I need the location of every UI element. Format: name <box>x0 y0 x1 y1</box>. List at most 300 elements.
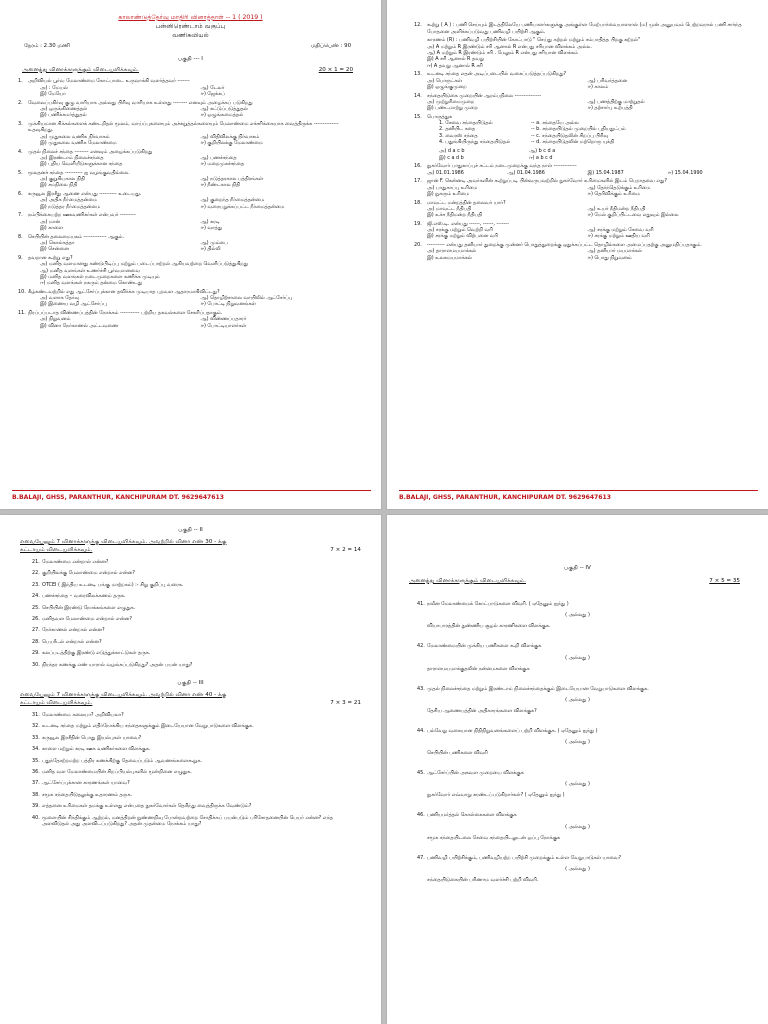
question <box>387 178 768 184</box>
question-text: கீழ்கண்டவற்றில் எது ஆட்சேர்ப்புக்கான தவிர்க்க முடியாத புறவள ஆதாரமாகிவிட்டது? <box>28 288 220 295</box>
question-block <box>387 643 768 671</box>
answer-option: ஆ) பணச்சந்தை <box>200 154 237 161</box>
question-number: 14. <box>414 92 422 99</box>
question-number: 8. <box>18 233 23 240</box>
question-text: பணிவழி பயிற்சிக்கும், பணிவழியற்ற பயிற்சி முறைக்கும் உள்ள வேறுபாடுகள் யாவை? <box>427 854 622 861</box>
question-list <box>387 22 768 120</box>
question-text: மனிதவள மேலாண்மை என்றால் என்ன? <box>42 616 132 623</box>
answer-option: ஈ) மேல் குறிப்பிட்டவை எதுவும் இல்லை <box>587 212 679 219</box>
answer-option: ஈ) பொது நிறுவனம் <box>587 254 632 261</box>
answer-option: அ) 01.01.1986 <box>427 169 464 176</box>
time-label: நேரம் : 2.30 மணி <box>24 43 70 49</box>
exam-meta <box>0 40 381 50</box>
part2-instruction <box>0 538 381 554</box>
answer-option: அ) ஒருங்கிணைத்தல் <box>40 105 88 112</box>
answer-options <box>387 78 768 91</box>
question <box>0 769 381 775</box>
answer-option: ஈ) வாத்து <box>200 224 223 231</box>
question-number: 21. <box>32 559 40 566</box>
answer-option: ஆ) தனியார் மயமாக்கல் <box>587 248 642 255</box>
answer-option: அ) : மேயல் <box>40 84 68 91</box>
answer-option: இ) புதிய வெளியீடுகளுக்கான சந்தை <box>40 161 123 168</box>
page-2 <box>387 0 768 509</box>
question-text: ஆட்சேர்ப்புக்கான காரணங்கள் யாவை? <box>42 780 130 787</box>
question <box>0 792 381 798</box>
answer-options <box>0 197 381 210</box>
answer-option: ஆ) விண்ணப்பதாரர் <box>200 316 247 323</box>
question-number: 27. <box>32 627 40 634</box>
question-number: 25. <box>32 604 40 611</box>
question-number: 12. <box>414 22 422 29</box>
question-number: 31. <box>32 712 40 718</box>
question <box>387 242 768 248</box>
question <box>387 686 768 692</box>
question-text: முதல் நிலைச்சந்தை மற்றும் இரண்டாம் நிலைச்சந்தைக்கும் இடையேயான வேறுபாடுகளை விளக்குக. <box>427 685 649 692</box>
match-codes <box>387 148 768 161</box>
match-right: -- b. சந்தையிடுதல் முறையில் புதியதுட்பம் <box>531 126 626 133</box>
alternate-question: தேசிய ஆணையத்தின் அதிகாரங்களை விளக்குக? <box>427 707 537 714</box>
question-block <box>387 855 768 883</box>
or-separator: ( அல்லது ) <box>565 612 590 619</box>
answer-option: ஈ) சரக்கு மற்றும் ஊதிய வரி <box>587 233 650 240</box>
question-text: மாவட்ட மன்றத்தின் தலைவர் யார்? <box>427 199 506 206</box>
match-left: 3. வைரஸ் சந்தை <box>439 132 478 139</box>
question-text: நம்பிக்கையற்ற ஊகவணிகர்கள் என்பவர் --------- <box>28 212 136 219</box>
question-text: பதுந்தோற்றமற்ற பத்திர கணக்கிற்கு தேவைப்படும் ஆவணங்களைகூறுக. <box>42 757 202 764</box>
question-list-2 <box>387 163 768 261</box>
question-text: முக்கியமான சிக்கல்களைக் கண்டறிதல் மூலம், வாய்ப்புகளையும் அச்சுறுத்தல்களையும் மேலாண்மை எச்சரிக்கையாக வைத்திருக்க -------------- உதவுகிறது. <box>28 120 339 134</box>
question <box>387 812 768 818</box>
question-number: 26. <box>32 616 40 623</box>
question-text: உடனடி சந்தை மற்றும் எதிர்நோக்கிய சந்தைகளுக்கும் இடையேயான வேறுபாடுகளை விளக்குக. <box>42 723 254 730</box>
marks-label: மதிப்பெண் : 90 <box>311 43 351 49</box>
part3-instruction-line2: கட்டாயம் விடையளிக்கவும். <box>20 699 93 706</box>
question-block <box>387 728 768 756</box>
question <box>0 310 381 316</box>
part4-instruction <box>387 572 768 587</box>
alternate-question: சந்தையிடுகையின் பரிணாம வளர்ச்சி பற்றி விவரி. <box>427 877 539 884</box>
question <box>387 770 768 776</box>
match-code-row <box>439 155 768 161</box>
part2-instruction-line1: எவையேனும் 7 வினாக்களுக்கு விடையளிக்கவும். அவற்றில் வினா எண் 30 - க்கு <box>20 539 227 545</box>
question-text: நிரப்பப்படாத விண்ணப்பத்தின் நோக்கம் ----------- பற்றிய தகவல்களை சேகரிப்பதாகும். <box>28 310 223 317</box>
answer-option: ஆ) தொழிற்சாலை வாயிலில் ஆட்சேர்ப்பு <box>200 295 293 302</box>
page-3 <box>0 515 381 1024</box>
match-code: இ) c a d b <box>439 154 464 161</box>
instruction-marks: 20 × 1 = 20 <box>318 67 353 73</box>
answer-option: ஆ) 01.04.1986 <box>507 169 545 176</box>
question-number: 7. <box>18 212 23 219</box>
answer-option: ஆ) குறைந்த நீர்மைத்தன்மை <box>200 197 265 204</box>
answer-options <box>0 85 381 98</box>
match-code: அ) d a c b <box>439 148 465 155</box>
part3-marks: 7 × 3 = 21 <box>330 699 361 706</box>
question <box>387 855 768 861</box>
question-text: பொருத்துக <box>427 113 453 120</box>
question-text: மனித வள மேலாண்மையின் சிறப்பியல்புகளில் மூன்றினை எழுதுக. <box>42 768 192 775</box>
answer-option: இ) இணைய வழி ஆட்சேர்ப்பு <box>40 301 107 308</box>
question-number: 46. <box>417 812 425 819</box>
answer-options <box>387 248 768 261</box>
question <box>0 735 381 741</box>
answer-option: ஆ) டேலர் <box>200 84 225 91</box>
answer-option: அ) A மற்றும் R இரண்டும் சரி ஆனால் R என்பது சரியான விளக்கம் அல்ல. <box>427 43 592 50</box>
answer-option: ஈ) தில்லி <box>200 246 221 253</box>
question-number: 24. <box>32 593 40 600</box>
question-number: 42. <box>417 643 425 650</box>
answer-option: அ) சரக்கு மற்றும் வெற்றி வரி <box>427 227 493 234</box>
alternate-question: தாராளமயமாக்குதலின் நன்மைகளை விளக்குக <box>427 665 530 672</box>
answer-option: ஆ) பரிவர்த்தனை <box>587 77 628 84</box>
question-block <box>387 812 768 840</box>
page-1 <box>0 0 381 509</box>
question-text: பல்வேறு வகையான நிதிநிறுவனங்களைப் பற்றி விளக்குக. ( ஏதேனும் ஐந்து ) <box>427 727 598 734</box>
answer-option: அ) முதுகலை வணிக நிர்வாகம் <box>40 133 110 140</box>
answer-option: இ) மனித வளங்கள் நடைமுறைகளை கணிக்க முடியும் <box>40 273 160 280</box>
question <box>0 570 381 576</box>
question-text: கருவூல இரசீதின் பொது இயல்புகள் யாவை? <box>42 734 142 741</box>
question-number: 33. <box>32 734 40 741</box>
answer-options <box>0 134 381 147</box>
question-text: பணியமர்த்தல் கொள்கைகளை விளக்குக <box>427 812 517 819</box>
answer-option: ஈ) A தவறு ஆனால் R சரி <box>427 62 483 69</box>
question-number: 13. <box>414 71 422 78</box>
question-number: 32. <box>32 723 40 730</box>
answer-option: இ) சமநிலை நிதி <box>40 182 78 189</box>
question <box>0 639 381 645</box>
question-text: நிரந்தர கணக்கு எண் யாரால் வழங்கப்படுகிறது? அதன் பயன் யாது? <box>42 661 193 668</box>
question <box>0 605 381 611</box>
answer-option: இ) 15.04.1987 <box>587 169 624 176</box>
question <box>387 71 768 77</box>
part4-heading: பகுதி -- IV <box>564 565 591 571</box>
answer-option: இ) பணிக்கமர்த்துதல் <box>40 112 87 119</box>
answer-option: ஈ) தற்சார்பு உற்பத்தி <box>587 105 633 112</box>
question <box>387 93 768 99</box>
question <box>0 650 381 656</box>
question-list <box>0 78 381 329</box>
question <box>0 149 381 155</box>
page-footer: B.BALAJI, GHSS, PARANTHUR, KANCHIPURAM DT. 9629647613 <box>399 490 758 501</box>
answer-option: ஈ) போட்டி நிறுவனங்கள் <box>200 301 256 308</box>
alternate-question: வியாபாரத்தின் நுண்ணிய சூழல் காரணிகளை விளக்குக. <box>427 623 551 630</box>
question-text: கலப்படத்திற்கு இரண்டு எடுத்துக்காட்டுகள் தருக. <box>42 650 151 657</box>
part3-questions <box>0 712 381 827</box>
question-text: காளை மற்றும் கரடி ஊக வணிகர்களை விளக்குக. <box>42 746 151 753</box>
question <box>0 582 381 588</box>
question-text: மேலாண்மை என்றால் என்ன? <box>42 559 109 566</box>
answer-option: இ) வினா நேர்காணல் அட்டவணை <box>40 322 119 329</box>
question-number: 38. <box>32 791 40 798</box>
answer-option: ஈ) ஒழுங்கமைத்தல் <box>200 112 244 119</box>
question <box>0 78 381 84</box>
question <box>0 100 381 106</box>
answer-option: இ) A சரி ஆனால் R தவறு <box>427 56 484 63</box>
question-number: 15. <box>414 113 422 120</box>
question-number: 37. <box>32 780 40 787</box>
question-text: உடனடி சந்தை எதன் அடிப்படையில் வகைப்படுத்தப்படுகிறது? <box>427 71 567 78</box>
question-number: 16. <box>414 163 422 170</box>
question <box>387 200 768 206</box>
match-right: -- c. சந்தையிடுதலின் சிறப்பு பிரிவு <box>531 132 609 139</box>
answer-option: அ) நிறுவனம் <box>40 316 71 323</box>
answer-option: ஆ) மனித வளங்கள் உணர்ச்சி பூர்வமானவை <box>40 267 140 274</box>
question-text: செபியின் இரண்டு நோக்கங்களை எழுதுக. <box>42 604 136 611</box>
answer-options <box>387 170 768 176</box>
question <box>387 728 768 734</box>
question <box>0 593 381 599</box>
question-block <box>387 770 768 798</box>
question-text: காரணம் (R) : பணிவழி பயிற்சியின் கோட்பாடு " செய்து கற்றல் மற்றும் சம்பாதித்த பிறகு கற்றல்" <box>427 37 641 44</box>
answer-option: ஆ) கரடி <box>200 218 220 225</box>
answer-option: இ) நுகரும் உரிமை <box>427 190 470 197</box>
answer-option: ஈ) தெரிவிக்கும் உரிமை <box>587 190 640 197</box>
answer-options <box>387 185 768 198</box>
question-text: OTCEI ( இந்திய உடனடி பங்கு மாற்றகம்) :- சிறு குறிப்பு வரைக. <box>42 581 184 588</box>
question-number: 30. <box>32 661 40 668</box>
question <box>0 191 381 197</box>
question-text: அறிவியல் பூர்வ மேலாண்மை கோட்பாடை உருவாக்கி வளர்த்தவர் ------- <box>28 78 190 85</box>
question-text: மூளையின் சிந்திக்கும் ஆற்றல், மனத்திறன் நுண்ணறிவு போன்றவற்றை சோதிக்கப் பயன்படும் பரிசோதனையின் பெயர் என்ன? எந்த அளவிடுதல் அது அளவிடப்படுகிறது? அதன் முதன்மை நோக்கம் யாது? <box>42 814 333 827</box>
or-separator: ( அல்லது ) <box>565 739 590 746</box>
answer-option: இ) மேயோ <box>40 90 66 97</box>
question-number: 23. <box>32 581 40 588</box>
answer-options <box>387 227 768 240</box>
question <box>0 170 381 176</box>
answer-option: ஈ) மறைமுகச்சந்தை <box>200 161 245 168</box>
question <box>387 643 768 649</box>
answer-option: இ) காளை <box>40 224 63 231</box>
question-text: ---------- என்பது தனியார் துறைக்கு முன்னர் பொதுத்துறைக்கு ஒதுக்கப்பட்ட தொழில்களை அமைப்பதற்கு அனுமதிப்பதாகும். <box>427 242 702 249</box>
match-right: -- d. சந்தையிடுதலின் மற்றொரு யுக்தி <box>531 139 615 145</box>
question <box>0 723 381 729</box>
part4-questions <box>387 601 768 883</box>
question <box>0 815 381 828</box>
question-number: 40. <box>32 814 40 821</box>
question-number: 43. <box>417 685 425 692</box>
exam-title: காலாண்டுத்தேர்வு மாதிரி வினாத்தாள் -- 1 ( 2019 ) <box>118 14 263 21</box>
answer-options <box>0 176 381 189</box>
subject-label: வணிகவியல் <box>172 32 209 39</box>
answer-option: அ) அதிக நீர்மைத்தன்மை <box>40 197 97 204</box>
answer-option: ஆ) உயர் நீதிமன்ற நீதிபதி <box>587 205 646 212</box>
answer-option: ஆ) மும்பை <box>200 239 228 246</box>
question-text: குறியிலக்கு மேலாண்மை என்றால் என்ன? <box>42 570 135 577</box>
answer-option: அ) முற்றுரிமைமுறை <box>427 98 475 105</box>
question <box>0 255 381 261</box>
question-text: மேலாண்மையின் முக்கிய பணிகளை கூறி விளக்குக <box>427 643 542 650</box>
instruction-text: அனைத்து வினாக்களுக்கும் விடையளிக்கவும். <box>22 67 139 73</box>
question-text: சந்தையிடுகை முறையின் ஆரம்பநிலை --------------- <box>427 92 542 99</box>
question-number: 22. <box>32 570 40 577</box>
question-number: 19. <box>414 220 422 227</box>
question-text: நுகர்வோர் பாதுகாப்புச் சட்டம் நடைமுறைக்கு வந்த நாள் ------------- <box>427 163 577 170</box>
question-text: வேலைப்பகிர்வு குழு வாரியாக அல்லது பிரிவு வாரியாக உள்ளது -------- எனவும் அழைக்கப் படுகிறது <box>28 99 253 106</box>
question-number: 1. <box>18 78 23 85</box>
answer-option: ஈ) நீண்டகால நிதி <box>200 182 241 189</box>
question-text: முதல் நிலைச் சந்தை -------- எனவும் அழைக்கப்படுகிறது <box>28 148 153 155</box>
match-left: 1. சேவை சந்தையிடுதல் <box>439 120 493 127</box>
question <box>387 221 768 227</box>
match-code: ஆ) b c d a <box>529 148 556 155</box>
question <box>0 712 381 718</box>
question-text: பெயரீடல் என்றால் என்ன? <box>42 638 102 645</box>
answer-option: அ) வளாக தேர்வு <box>40 295 80 302</box>
answer-option: அ) பொருட்கள் <box>427 77 462 84</box>
answer-options <box>0 155 381 168</box>
match-table <box>387 120 768 145</box>
answer-option: ஆ) தேர்ந்தெடுக்கும் உரிமை <box>587 184 651 191</box>
question-number: 6. <box>18 191 23 198</box>
answer-option: அ) பாதுகாப்பு உரிமை <box>427 184 478 191</box>
question-text: ஆட்சேர்ப்பின் அகவள முறையை விளக்குக <box>427 770 524 777</box>
alternate-question: நுகர்வோர் எவ்வாறு சுரண்டப்படுகிறார்கள்? ( ஏதேனும் ஐந்து ) <box>427 792 565 799</box>
instruction <box>0 63 381 76</box>
question-text: நவீன மேலாண்மைக் கோட்பாடுகளை விவரி. ( ஏதேனும் ஐந்து ) <box>427 601 569 607</box>
question <box>0 803 381 809</box>
answer-option: இ) பண்டமாற்று முறை <box>427 105 478 112</box>
question-text: ஜான் F. கென்னடி அவர்களின் கூற்றுப்படி பின்வருபவற்றில் நுகர்வோர் உரிமைகளில் இடம் பெறாதவை எது? <box>427 178 667 185</box>
question-text: ஜி.எஸ்.டி. என்பது ------, ------, ------- <box>427 220 509 227</box>
question-text: கருவூல இரசீது ஆணை என்பது ---------- உடையது. <box>28 191 142 198</box>
match-row <box>439 139 768 145</box>
question-block <box>387 686 768 714</box>
question <box>0 212 381 218</box>
answer-option: அ) குறுகியகால நிதி <box>40 176 85 183</box>
answer-option: ஆ) சரக்கு மற்றும் சேவை வரி <box>587 227 654 234</box>
answer-option: ஈ) ஜேக்கப் <box>200 90 225 97</box>
answer-options <box>0 219 381 232</box>
answer-option: ஈ) காலம் <box>587 83 609 90</box>
question-block <box>387 601 768 629</box>
answer-option: ஈ) மனித வளங்கள் நகரும் தன்மை கொண்டது <box>40 280 143 287</box>
question-number: 18. <box>414 199 422 206</box>
question-number: 17. <box>414 178 422 185</box>
part3-instruction <box>0 691 381 707</box>
answer-option: இ) உச்ச நீதிமன்ற நீதிபதி <box>427 212 483 219</box>
question-text: மேலாண்மை கலையா? அறிவியலா? <box>42 712 124 718</box>
question-number: 36. <box>32 768 40 775</box>
part3-heading: பகுதி -- III <box>177 679 204 686</box>
question-number: 11. <box>18 310 26 317</box>
question-number: 44. <box>417 727 425 734</box>
part2-heading: பகுதி -- II <box>178 527 203 533</box>
answer-option: இ) நடுத்தர நீர்மைத்தன்மை <box>40 203 101 210</box>
question-number: 29. <box>32 650 40 657</box>
answer-options <box>0 240 381 253</box>
question-number: 47. <box>417 854 425 861</box>
or-separator: ( அல்லது ) <box>565 823 590 830</box>
question-text: நேர்காணல் என்றால் என்ன? <box>42 627 105 634</box>
part-heading: பகுதி --- I <box>178 56 203 62</box>
question <box>387 114 768 120</box>
question-number: 35. <box>32 757 40 764</box>
answer-option: அ) இரண்டாம் நிலைச்சந்தை <box>40 154 104 161</box>
part4-instruction-text: அனைத்து வினாக்களுக்கும் விடையளிக்கவும். <box>409 578 526 584</box>
match-right: -- a. சந்தையே அல்ல <box>531 120 579 127</box>
question <box>0 616 381 622</box>
question <box>0 289 381 295</box>
answer-option: அ) மாவட்ட நீதிபதி <box>427 205 472 212</box>
answer-option: அ) கொல்கத்தா <box>40 239 75 246</box>
question-number: 4. <box>18 148 23 155</box>
page-4 <box>387 515 768 1024</box>
question <box>0 758 381 764</box>
question-text: பணச்சந்தை – வரைவிலக்கணம் தருக. <box>42 593 126 600</box>
answer-option: ஈ) போட்டியாளர்கள் <box>200 322 247 329</box>
or-separator: ( அல்லது ) <box>565 866 590 873</box>
question <box>0 627 381 633</box>
answer-options <box>387 99 768 112</box>
answer-option: ஆ) பணத்திற்கு மாற்றுதல் <box>587 98 645 105</box>
question-number: 2. <box>18 99 23 106</box>
answer-option: அ) மான் <box>40 218 61 225</box>
answer-option: ஆ) A மற்றும் R இரண்டும் சரி . மேலும் R என்பது சரியான விளக்கம் <box>427 49 578 56</box>
question-number: 45. <box>417 770 425 777</box>
or-separator: ( அல்லது ) <box>565 654 590 661</box>
answer-option: ஆ) கட்டுப்படுத்துதல் <box>200 105 248 112</box>
question-text: கூற்று ( A ) : பணி செய்யும் இடத்திலேயே பணியாளர்களுக்கு அங்குள்ள மேற்பார்வையாளரால் (ம) முன் அனுபவம் பெற்றவரால் பணி சார்ந்த போதனை அளிக்கப்படுவது பணிவழி பயிற்சி ஆகும். <box>427 22 742 35</box>
question <box>387 601 768 607</box>
answer-options <box>0 295 381 308</box>
answer-option: இ) ஒழுங்குமுறை <box>427 83 467 90</box>
question-number: 20. <box>414 242 422 249</box>
part4-marks: 7 × 5 = 35 <box>709 578 740 584</box>
answer-option: அ) தாராளமயமாக்கல் <box>427 248 477 255</box>
answer-option: ஈ) வரையறுக்கப்பட்ட நீர்மைத்தன்மை <box>200 203 285 210</box>
question <box>0 746 381 752</box>
question-number: 34. <box>32 746 40 753</box>
answer-options <box>0 316 381 329</box>
question <box>0 662 381 668</box>
question <box>0 121 381 134</box>
question <box>0 234 381 240</box>
question <box>0 780 381 786</box>
answer-options <box>387 206 768 219</box>
question <box>387 163 768 169</box>
question-text: எத்தனை உரிமைகள் தமக்கு உள்ளது என்பதை நுகர்வோர்கள் தெரிந்து வைத்திருக்க வேண்டும்? <box>42 803 252 810</box>
answer-option: அ) மனித வளமானது கண்டுபிடிப்பு மற்றும் படைப்பாற்றல் ஆகியவற்றை வெளிப்படுத்துகிறது <box>40 261 249 268</box>
grade-label: பன்னிரெண்டாம் வகுப்பு <box>155 23 226 30</box>
part3-instruction-line1: எவையேனும் 7 வினாக்களுக்கு விடையளிக்கவும். அவற்றில் வினா எண் 40 - க்கு <box>20 691 227 698</box>
question-number: 9. <box>18 254 23 261</box>
alternate-question: செபியின் பணிகளை விவரி <box>427 750 488 757</box>
match-left: 2. தனியிட சதை <box>439 126 476 133</box>
part2-questions <box>0 559 381 668</box>
alternate-question: சமூக சந்தையிடலை சேவை சந்தையிடலுடன் ஒப்பு நோக்குக <box>427 834 561 841</box>
question-number: 3. <box>18 120 23 127</box>
match-left: 4. பதுங்கியிருந்து சந்தையிடுதல் <box>439 139 511 145</box>
answer-option: ஈ) குறியிலக்கு மேலாண்மை <box>200 139 263 146</box>
or-separator: ( அல்லது ) <box>565 696 590 703</box>
question-text: சமூக சந்தையிடுதலுக்கு உதாரணம் தருக. <box>42 791 132 798</box>
answer-option: இ) முதுகலை வணிக மேலாண்மை <box>40 139 117 146</box>
question-number: 39. <box>32 803 40 810</box>
question-number: 28. <box>32 638 40 645</box>
question <box>387 22 768 35</box>
match-code: ஈ) a b c d <box>529 154 553 161</box>
answer-options <box>0 106 381 119</box>
question-text: மூலதனச் சந்தை ---------- ஐ வழங்குவதில்லை. <box>28 169 130 176</box>
part2-marks: 7 × 2 = 14 <box>330 547 361 553</box>
question-number: 5. <box>18 169 23 176</box>
answer-option: இ) சரக்கு மற்றும் விற்பனை வரி <box>427 233 498 240</box>
question-number: 41. <box>417 601 425 607</box>
part2-instruction-line2: கட்டாயம் விடையளிக்கவும். <box>20 547 93 553</box>
question <box>387 37 768 43</box>
question-number: 10. <box>18 288 26 295</box>
answer-option: ஆ) விதிவிலக்கு நிர்வாகம் <box>200 133 260 140</box>
